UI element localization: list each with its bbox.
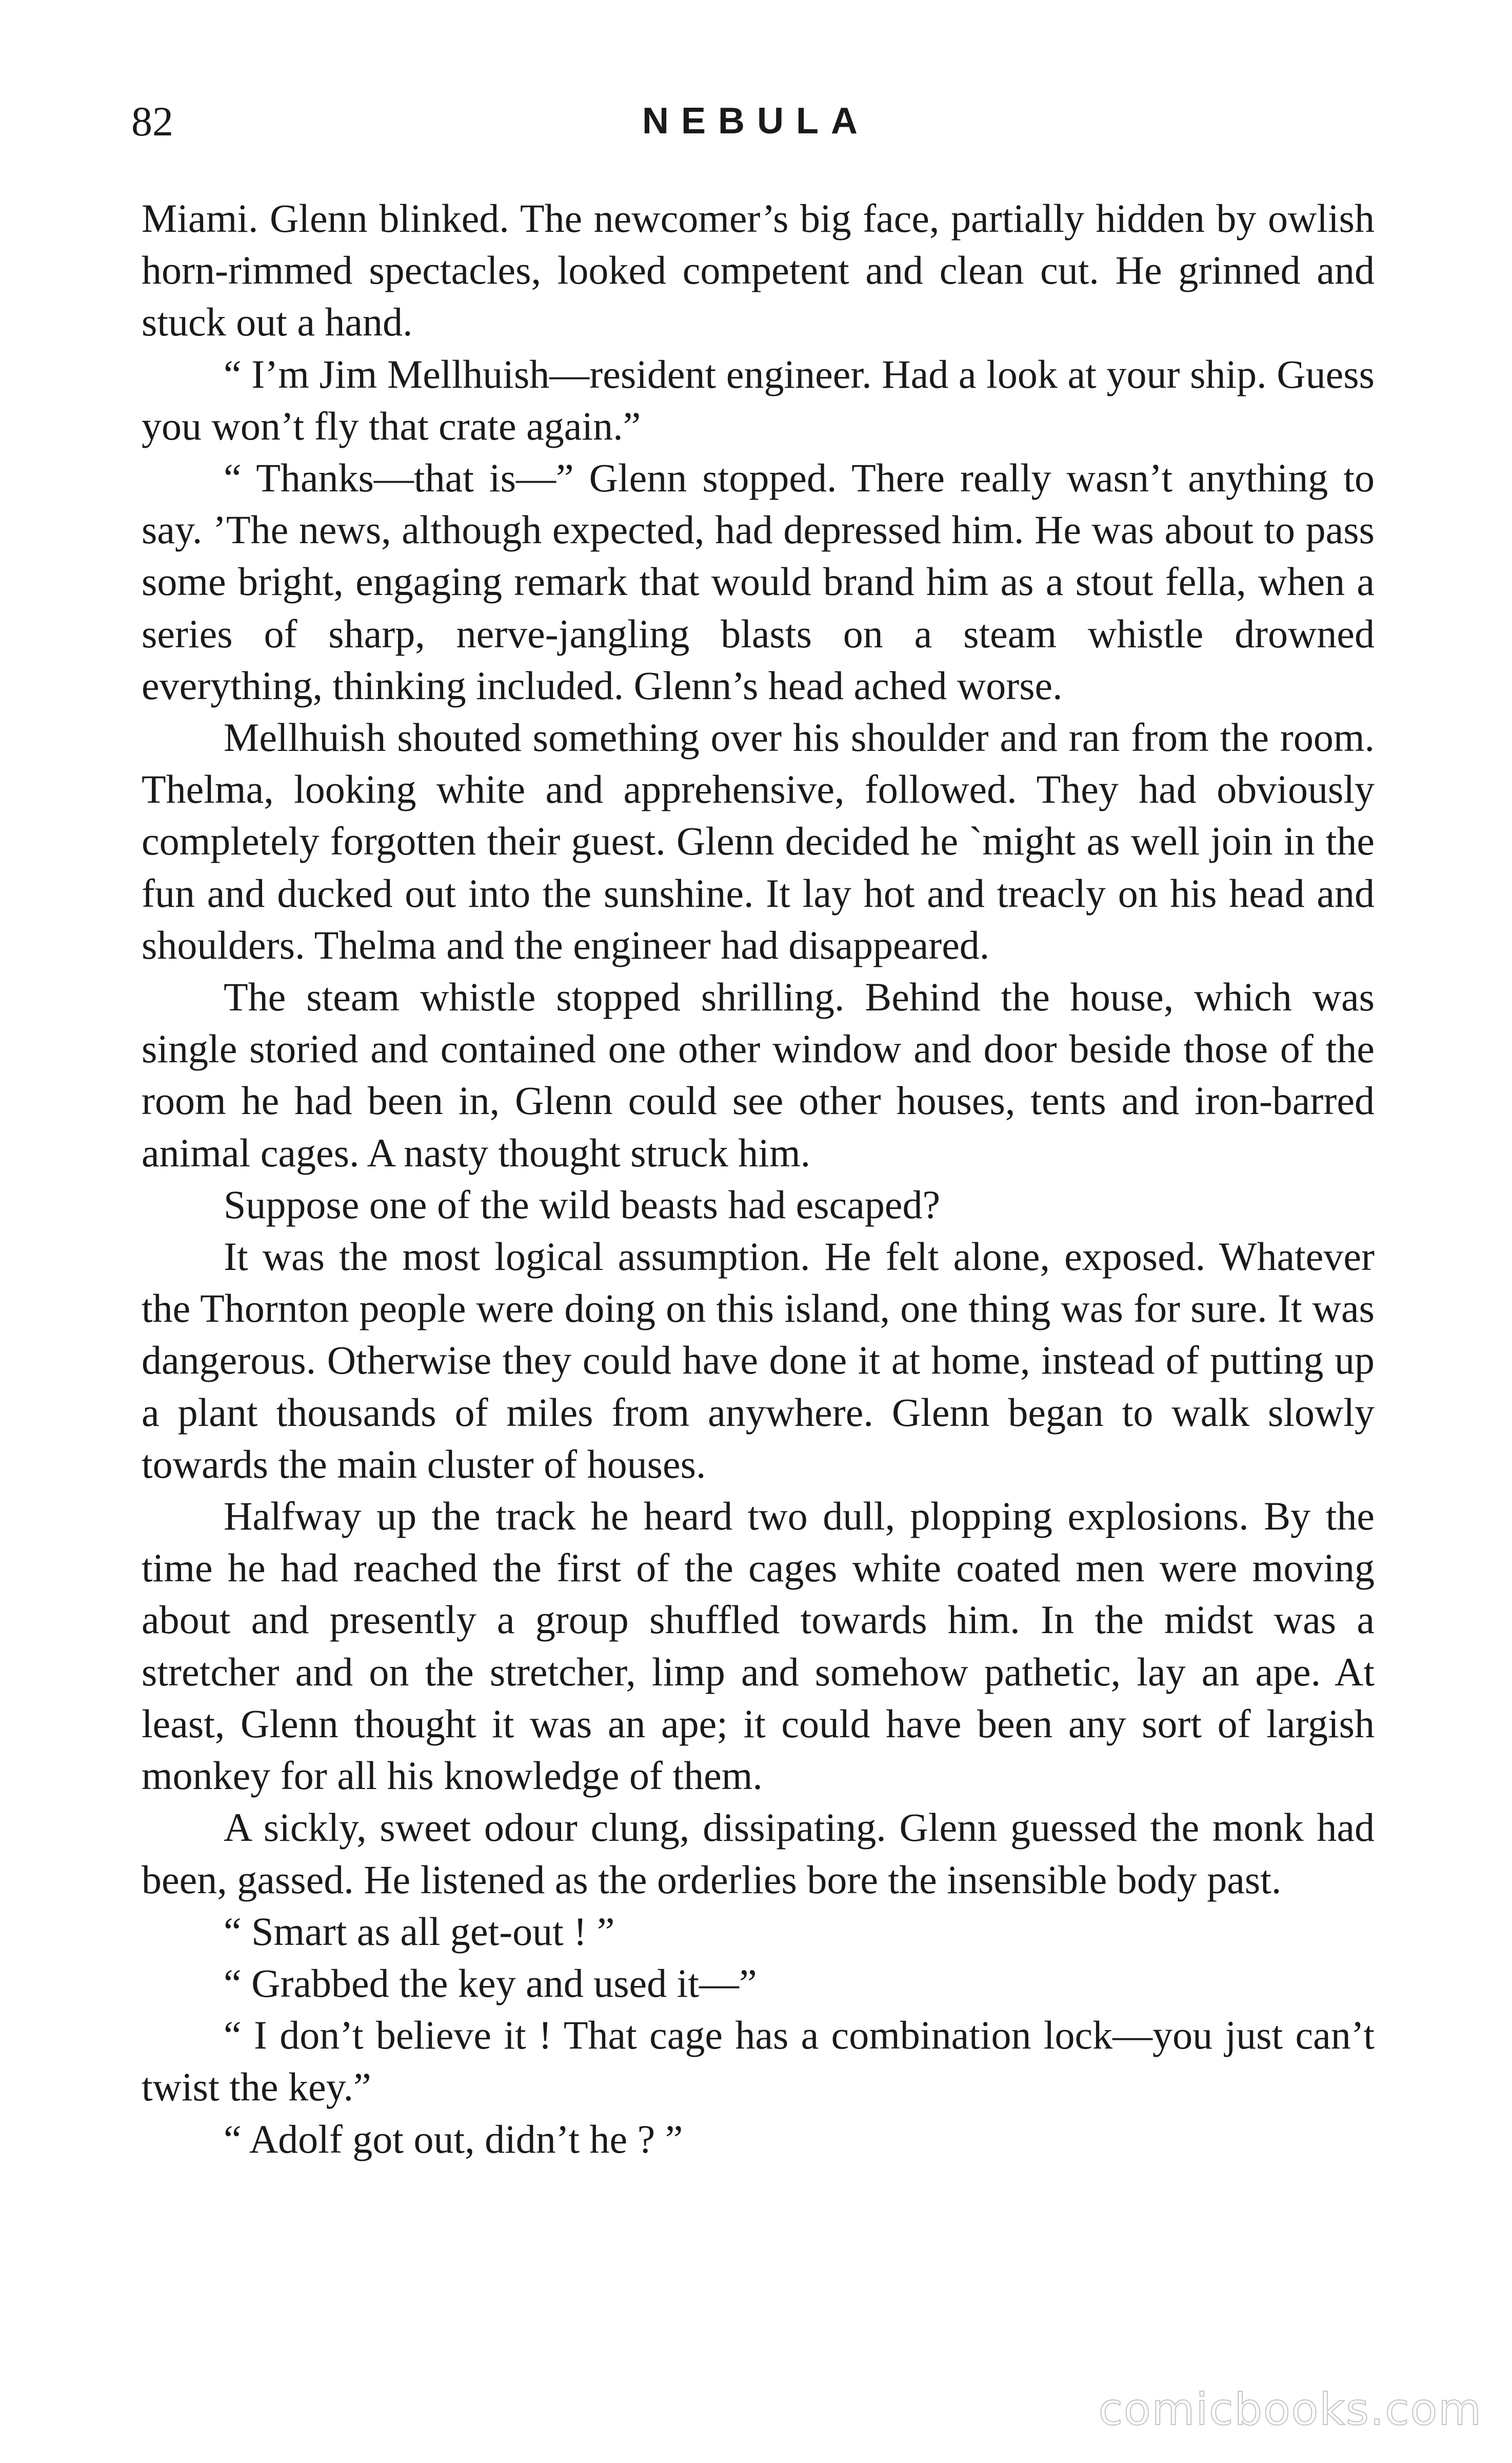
paragraph: It was the most logical assumption. He felt alone, exposed. Whatever the Thornton people were doing on this island, one thing was for sure. It was dangerous. Otherwise they could have done it at home, instead of putting up a plant thousands of miles from anywhere. Glenn began to walk slowly towards the main cluster of houses. (142, 1234, 1375, 1486)
paragraph: “ Smart as all get-out ! ” (224, 1909, 615, 1954)
paragraph: “ Grabbed the key and used it—” (224, 1960, 757, 2005)
paragraph: The steam whistle stopped shrilling. Behind the house, which was single storied and contained one other window and door beside those of the room he had been in, Glenn could see other houses, tents and iron-barred animal cages. A nasty thought struck him. (142, 975, 1375, 1175)
paragraph: “ I’m Jim Mellhuish—resident engineer. Had a look at your ship. Guess you won’t fly that crate again.” (142, 351, 1375, 448)
paragraph: Suppose one of the wild beasts had escaped? (224, 1182, 941, 1227)
paragraph: A sickly, sweet odour clung, dissipating. Glenn guessed the monk had been, gassed. He listened as the orderlies bore the insensible body past. (142, 1805, 1375, 1902)
watermark: comicbooks.com (1098, 2384, 1482, 2435)
paragraph: “ Adolf got out, didn’t he ? ” (224, 2116, 683, 2161)
page-number: 82 (131, 98, 173, 145)
paragraph: Halfway up the track he heard two dull, plopping explosions. By the time he had reached the first of the cages white coated men were moving about and presently a group shuffled towards him. In the midst was a stretcher and on the stretcher, limp and somehow pathetic, lay an ape. At least, Glenn thought it was an ape; it could have been any sort of largish monkey for all his knowledge of them. (142, 1494, 1375, 1798)
paragraph: “ Thanks—that is—” Glenn stopped. There really wasn’t anything to say. ’The news, although expected, had depressed him. He was about to pass some bright, engaging remark that would brand him as a stout fella, when a series of sharp, nerve-jangling blasts on a steam whistle drowned everything, thinking included. Glenn’s head ached worse. (142, 455, 1375, 708)
paragraph: Miami. Glenn blinked. The newcomer’s big face, partially hidden by owlish horn-rimmed spectacles, looked competent and clean cut. He grinned and stuck out a hand. (142, 196, 1375, 345)
paragraph: “ I don’t believe it ! That cage has a combination lock—you just can’t twist the key.” (142, 2013, 1375, 2110)
running-title: NEBULA (642, 101, 870, 142)
body-text (142, 192, 1375, 2165)
paragraph: Mellhuish shouted something over his shoulder and ran from the room. Thelma, looking white and apprehensive, followed. They had obviously completely forgotten their guest. Glenn decided he `might as well join in the fun and ducked out into the sunshine. It lay hot and treacly on his head and shoulders. Thelma and the engineer had disappeared. (142, 715, 1375, 967)
